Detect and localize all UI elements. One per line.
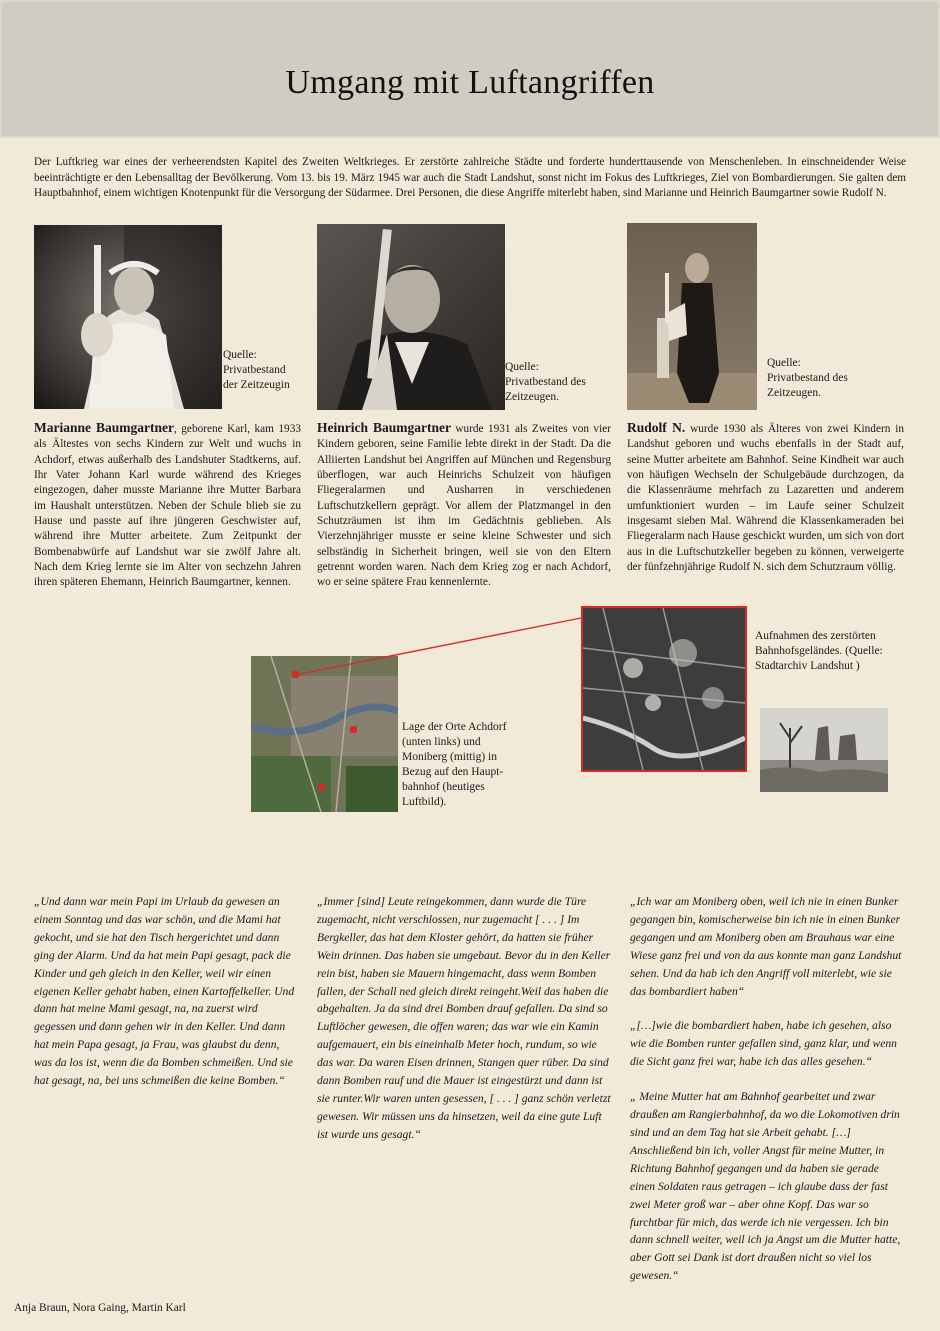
heinrich-quote-text: „Immer [sind] Leute reingekommen, dann wurde die Türe zugemacht, nicht verschlossen, nur zugemacht [ . . . ] Im Bergkeller, das hat dem Kloster gehört, da hatten sie früher Wein drinnen. Das haben sie umgebaut. Bevor du in den Keller rein bist, haben sie Mauern hingemacht, dass wenn Bomben fallen, der Schall ned gleich direkt reingeht.Weil das haben die abgehalten. Ja da sind drei Bomben drauf gefallen. Da sind so Luftlöcher gewesen, die offen waren; das war wie ein Kamin aufgemauert, ein bis eineinhalb Meter hoch, rundum, so wie das war. Da waren Eisen drinnen, Stangen quer rüber. Da sind dann Bomben rauf und die Mauer ist eingestürzt und dann ist sie runter.Wir waren unten gesessen, [ . . . ] ganz schön verletzt gewesen. Wir müssen uns da hinsetzen, weil da eine gute Luft ist wurde uns gesagt.“ <box>317 895 611 1141</box>
aerial-photo-historic <box>581 606 747 772</box>
heinrich-name: Heinrich Baumgartner <box>317 420 451 435</box>
ruins-photo <box>760 708 888 792</box>
marianne-photo-caption: Quelle: Privatbestand der Zeitzeugin <box>223 349 290 391</box>
marianne-quote <box>34 893 299 1107</box>
marianne-bio-text: , geborene Karl, kam 1933 als Ältestes von sechs Kindern zur Welt und wuchs in Achdorf, etwas außerhalb des Landshuter Stadtkerns, auf. Ihr Vater Johann Karl wurde während des Krieges eingezogen, daher musste Marianne ihre Mutter Barbara im Haushalt unterstützen. Neben der Schule blieb sie zu Hause und passte auf ihre jüngeren Geschwister auf, während ihre Mutter arbeitete. Zum Zeitpunkt der Bombenabwürfe auf Landshut war sie zwölf Jahre alt. Nach dem Krieg lernte sie im Alter von sechzehn Jahren ihren späteren Ehemann, Heinrich Baumgartner, kennen. <box>34 423 301 589</box>
rudolf-bio-text: wurde 1930 als Älteres von zwei Kindern in Landshut geboren und wuchs ebenfalls in der Stadt auf, seine Mutter arbeitete am Bahnhof. Seine Kindheit war auch von häufigen Wechseln der Schulgebäude durchzogen, da die Klassenräume mehrfach zu Lazaretten und anderem umfunktioniert wurden – im Laufe seiner Schulzeit insgesamt sieben Mal. Während die Klassenkameraden bei Fliegeralarm nach Hause geschickt wurden, um sich von dort aus in die Luftschutzkeller begeben zu können, verweigerte der fünfzehnjährige Rudolf N. sich dem Schutzraum völlig. <box>627 423 905 574</box>
heinrich-photo <box>317 224 505 410</box>
heinrich-bio <box>317 420 611 591</box>
aerial-caption: Aufnahmen des zerstörten Bahnhofsgeländes. (Quelle: Stadtarchiv Landshut ) <box>755 630 883 672</box>
heinrich-bio-text: wurde 1931 als Zweites von vier Kindern geboren, seine Familie lebte direkt in der Stadt. Da die Alliierten Landshut bei Angriffen auf München und Regensburg überflogen, war auch Heinrichs Schulzeit von häufigen Fliegeralarmen und Ausharren in verschiedenen Luftschutzkellern geprägt. Vor allem der Platzmangel in den Schutzräumen ist ihm im Gedächtnis geblieben. Als Vierzehnjähriger musste er seine kleine Schwester und sich selbständig in Sicherheit bringen, weil sie von den Eltern getrennt worden waren. Nach dem Krieg zog er nach Achdorf, wo er seine spätere Frau kennenlernte. <box>317 423 611 589</box>
heinrich-photo-caption: Quelle: Privatbestand des Zeitzeugen. <box>505 361 586 403</box>
marker-bahnhof <box>292 671 299 678</box>
marianne-name: Marianne Baumgartner <box>34 420 174 435</box>
heinrich-quote <box>317 893 613 1161</box>
marianne-quote-text: „Und dann war mein Papi im Urlaub da gewesen an einem Sonntag und das war schön, und die Mami hat gekocht, und sie hat den Tisch hergerichtet und dann ging der Alarm. Und da hat mein Papi gesagt, pack die Kinder und geh gleich in den Keller, weil wir einen eigenen Keller gehabt haben, einen Kartoffelkeller. Und dann hat meine Mami gesagt, na, na zuerst wird gegessen und dann gehen wir in den Keller. Und dann hat mein Papa gesagt, ja Frau, was glaubst du denn, was da los ist, wenn die da Bomben schmeißen. Und sie hat gesagt, na, bei uns schmeißen die keine Bomben.“ <box>34 895 295 1088</box>
title-banner <box>0 0 940 138</box>
page-title: Umgang mit Luftangriffen <box>285 64 655 101</box>
rudolf-name: Rudolf N. <box>627 420 686 435</box>
rudolf-photo-caption: Quelle: Privatbestand des Zeitzeugen. <box>767 357 848 399</box>
rudolf-bio <box>627 420 904 575</box>
rudolf-quotes <box>630 893 906 1302</box>
marker-achdorf <box>318 784 325 791</box>
rudolf-photo <box>627 223 757 410</box>
rudolf-quote-2: „[…]wie die bombardiert haben, habe ich gesehen, also wie die Bomben runter gefallen sind, ganz klar, und wenn die Sicht ganz frei war, habe ich das alles gesehen.“ <box>630 1019 897 1069</box>
marker-moniberg <box>350 726 357 733</box>
authors-footer: Anja Braun, Nora Gaing, Martin Karl <box>14 1302 186 1314</box>
satellite-map <box>251 656 398 812</box>
marianne-photo <box>34 225 222 409</box>
rudolf-quote-3: „ Meine Mutter hat am Bahnhof gearbeitet und zwar draußen am Rangierbahnhof, da wo die Lokomotiven drin sind und an dem Tag hat sie Arbeit gehabt. […] Anschließend bin ich, voller Angst für meine Mutter, in Richtung Bahnhof gegangen und da haben sie gerade einen Soldaten raus getragen – ich glaube dass der fast zwei Meter groß war – aber ohne Kopf. Das war so furchtbar für mich, das werde ich nie vergessen. Ich bin dann schnell weiter, weil ich ja Angst um die Mutter hatte, aber Gott sei Dank ist dort draußen nicht so viel los gewesen.“ <box>630 1090 901 1283</box>
intro-paragraph: Der Luftkrieg war eines der verheerendsten Kapitel des Zweiten Weltkrieges. Er zerstörte zahlreiche Städte und forderte hunderttausende von Menschenleben. In einschneidender Weise beeinträchtigte er den Lebensalltag der Bevölkerung. Vom 13. bis 19. März 1945 war auch die Stadt Landshut, sonst nicht im Fokus des Luftkrieges, Ziel von Bombardierungen. Sie galten dem Hauptbahnhof, einem wichtigen Knotenpunkt für die Versorgung der Südarmee. Drei Personen, die diese Angriffe miterlebt haben, sind Marianne und Heinrich Baumgartner sowie Rudolf N. <box>34 156 906 200</box>
rudolf-quote-1: „Ich war am Moniberg oben, weil ich nie in einen Bunker gegangen bin, komischerweise bin ich nie in einen Bunker gegangen und am Moniberg oben am Brauhaus war eine Wiese ganz frei und von da aus konnte man ganz Landshut sehen. Und da hab ich den Angriff voll miterlebt, wie sie das bombardiert haben“ <box>630 895 902 998</box>
marianne-bio <box>34 420 301 591</box>
map-caption: Lage der Orte Achdorf (unten links) und Moniberg (mittig) in Bezug auf den Haupt-bahnhof (heutiges Luftbild). <box>402 721 507 808</box>
